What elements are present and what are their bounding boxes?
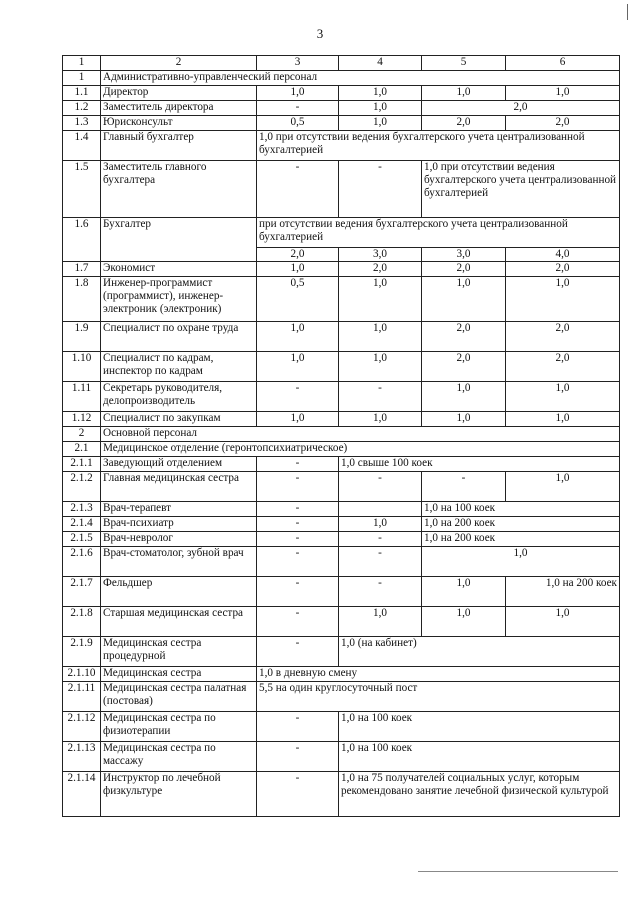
table-row <box>63 71 620 86</box>
table-row <box>63 322 620 352</box>
position-name: Медицинская сестра <box>101 667 257 682</box>
table-row <box>63 86 620 101</box>
value-cell: 1,0 <box>339 607 422 637</box>
value-cell: 1,0 <box>339 116 422 131</box>
header-cell: 2 <box>101 56 257 71</box>
table-row <box>63 457 620 472</box>
value-cell: 1,0 <box>339 101 422 116</box>
row-number: 1.12 <box>63 412 101 427</box>
bottom-rule <box>418 871 618 872</box>
value-cell: 2,0 <box>257 248 339 262</box>
value-cell: 1,0 на 75 получателей социальных услуг, которым рекомендовано занятие лечебной физической культурой <box>339 772 620 817</box>
value-cell: 1,0 на 100 коек <box>339 712 620 742</box>
table-row <box>63 101 620 116</box>
position-name: Врач-стоматолог, зубной врач <box>101 547 257 577</box>
value-cell: 1,0 в дневную смену <box>257 667 620 682</box>
table-row <box>63 277 620 322</box>
row-number: 2.1.3 <box>63 502 101 517</box>
header-cell: 1 <box>63 56 101 71</box>
value-cell: 3,0 <box>339 248 422 262</box>
value-cell: при отсутствии ведения бухгалтерского учета централизованной бухгалтерией <box>257 218 620 248</box>
table-row <box>63 607 620 637</box>
value-cell: 1,0 свыше 100 коек <box>339 457 620 472</box>
value-cell: 1,0 <box>339 412 422 427</box>
section-title: Основной персонал <box>101 427 620 442</box>
value-cell: - <box>257 517 339 532</box>
value-cell: - <box>257 637 339 667</box>
value-cell: 2,0 <box>506 352 620 382</box>
value-cell: 1,0 <box>422 412 506 427</box>
position-name: Секретарь руководителя, делопроизводитель <box>101 382 257 412</box>
row-number: 1.2 <box>63 101 101 116</box>
header-cell: 3 <box>257 56 339 71</box>
row-number: 1.6 <box>63 218 101 262</box>
value-cell: 1,0 на 200 коек <box>422 532 620 547</box>
value-cell: 2,0 <box>422 116 506 131</box>
row-number: 1.7 <box>63 262 101 277</box>
value-cell: 1,0 при отсутствии ведения бухгалтерского учета централизованной бухгалтерией <box>257 131 620 161</box>
row-number: 1.5 <box>63 161 101 218</box>
table-row <box>63 637 620 667</box>
value-cell: 1,0 <box>422 547 620 577</box>
value-cell: 1,0 <box>339 277 422 322</box>
value-cell: - <box>257 712 339 742</box>
position-name: Заместитель директора <box>101 101 257 116</box>
table-row <box>63 218 620 248</box>
row-number: 2.1.12 <box>63 712 101 742</box>
value-cell: 1,0 <box>339 86 422 101</box>
position-name: Специалист по кадрам, инспектор по кадрам <box>101 352 257 382</box>
row-number: 2.1.5 <box>63 532 101 547</box>
table-row <box>63 116 620 131</box>
value-cell: - <box>339 161 422 218</box>
value-cell: 4,0 <box>506 248 620 262</box>
table-row <box>63 577 620 607</box>
value-cell: - <box>257 532 339 547</box>
value-cell: 1,0 <box>339 517 422 532</box>
position-name: Директор <box>101 86 257 101</box>
table-row <box>63 262 620 277</box>
position-name: Бухгалтер <box>101 218 257 262</box>
value-cell: 1,0 <box>339 322 422 352</box>
table-row <box>63 412 620 427</box>
position-name: Заместитель главного бухгалтера <box>101 161 257 218</box>
table-row <box>63 442 620 457</box>
value-cell: 1,0 <box>257 322 339 352</box>
value-cell: - <box>257 772 339 817</box>
value-cell: 2,0 <box>506 322 620 352</box>
row-number: 1.4 <box>63 131 101 161</box>
position-name: Медицинская сестра процедурной <box>101 637 257 667</box>
row-number: 2.1.7 <box>63 577 101 607</box>
value-cell: 2,0 <box>506 116 620 131</box>
value-cell: 2,0 <box>422 262 506 277</box>
row-number: 2.1.13 <box>63 742 101 772</box>
value-cell: 1,0 <box>257 412 339 427</box>
row-number: 2.1.11 <box>63 682 101 712</box>
row-number: 1.1 <box>63 86 101 101</box>
position-name: Специалист по закупкам <box>101 412 257 427</box>
staffing-table <box>62 55 620 817</box>
position-name: Инженер-программист (программист), инженер-электроник (электроник) <box>101 277 257 322</box>
table-row <box>63 161 620 218</box>
value-cell: 2,0 <box>339 262 422 277</box>
position-name: Экономист <box>101 262 257 277</box>
table-row <box>63 682 620 712</box>
position-name: Юрисконсульт <box>101 116 257 131</box>
value-cell: 2,0 <box>422 101 620 116</box>
value-cell: 1,0 <box>506 412 620 427</box>
position-name: Главная медицинская сестра <box>101 472 257 502</box>
position-name: Медицинская сестра по массажу <box>101 742 257 772</box>
value-cell: - <box>257 472 339 502</box>
value-cell: - <box>339 547 422 577</box>
value-cell: 1,0 <box>257 86 339 101</box>
value-cell: 1,0 <box>339 352 422 382</box>
value-cell: 1,0 на 200 коек <box>422 517 620 532</box>
value-cell <box>339 502 422 517</box>
row-number: 1.3 <box>63 116 101 131</box>
value-cell: 1,0 <box>257 262 339 277</box>
header-row <box>63 56 620 71</box>
value-cell: 1,0 <box>422 382 506 412</box>
value-cell: 0,5 <box>257 277 339 322</box>
table-row <box>63 517 620 532</box>
section-title: Административно-управленческий персонал <box>101 71 620 86</box>
value-cell: 1,0 на 100 коек <box>422 502 620 517</box>
row-number: 2 <box>63 427 101 442</box>
position-name: Врач-терапевт <box>101 502 257 517</box>
table-row <box>63 742 620 772</box>
table-row <box>63 502 620 517</box>
row-number: 2.1.1 <box>63 457 101 472</box>
row-number: 1.10 <box>63 352 101 382</box>
row-number: 1.9 <box>63 322 101 352</box>
header-cell: 4 <box>339 56 422 71</box>
value-cell: - <box>257 577 339 607</box>
value-cell: - <box>257 382 339 412</box>
row-number: 1 <box>63 71 101 86</box>
value-cell: 1,0 <box>506 607 620 637</box>
value-cell: 1,0 на 200 коек <box>506 577 620 607</box>
table-row <box>63 352 620 382</box>
position-name: Врач-психиатр <box>101 517 257 532</box>
value-cell: - <box>257 547 339 577</box>
row-number: 2.1.6 <box>63 547 101 577</box>
value-cell: - <box>339 532 422 547</box>
row-number: 2.1.8 <box>63 607 101 637</box>
table-row <box>63 427 620 442</box>
value-cell: - <box>257 457 339 472</box>
row-number: 2.1.10 <box>63 667 101 682</box>
position-name: Инструктор по лечебной физкультуре <box>101 772 257 817</box>
value-cell: - <box>257 607 339 637</box>
page-number: 3 <box>316 26 324 41</box>
value-cell: 1,0 <box>506 472 620 502</box>
corner-mark <box>627 4 628 20</box>
row-number: 2.1 <box>63 442 101 457</box>
value-cell: 1,0 (на кабинет) <box>339 637 620 667</box>
position-name: Старшая медицинская сестра <box>101 607 257 637</box>
value-cell: - <box>257 161 339 218</box>
table-row <box>63 712 620 742</box>
value-cell: - <box>339 472 422 502</box>
position-name: Специалист по охране труда <box>101 322 257 352</box>
table-row <box>63 382 620 412</box>
header-cell: 5 <box>422 56 506 71</box>
value-cell: 1,0 <box>506 277 620 322</box>
value-cell: 1,0 <box>506 382 620 412</box>
row-number: 2.1.4 <box>63 517 101 532</box>
position-name: Медицинская сестра палатная (постовая) <box>101 682 257 712</box>
value-cell: 1,0 <box>506 86 620 101</box>
value-cell: - <box>257 101 339 116</box>
row-number: 1.11 <box>63 382 101 412</box>
value-cell: - <box>257 742 339 772</box>
position-name: Заведующий отделением <box>101 457 257 472</box>
row-number: 2.1.9 <box>63 637 101 667</box>
table-row <box>63 472 620 502</box>
value-cell: 5,5 на один круглосуточный пост <box>257 682 620 712</box>
table-row <box>63 667 620 682</box>
value-cell: 3,0 <box>422 248 506 262</box>
value-cell: - <box>339 382 422 412</box>
table-row <box>63 131 620 161</box>
row-number: 2.1.2 <box>63 472 101 502</box>
value-cell: 1,0 при отсутствии ведения бухгалтерского учета централизованной бухгалтерией <box>422 161 620 218</box>
value-cell: 2,0 <box>422 352 506 382</box>
value-cell: - <box>422 472 506 502</box>
table-row <box>63 772 620 817</box>
value-cell: - <box>339 577 422 607</box>
table-row <box>63 532 620 547</box>
section-title: Медицинское отделение (геронтопсихиатрическое) <box>101 442 620 457</box>
row-number: 1.8 <box>63 277 101 322</box>
position-name: Главный бухгалтер <box>101 131 257 161</box>
position-name: Фельдшер <box>101 577 257 607</box>
value-cell: 1,0 <box>422 577 506 607</box>
value-cell: 1,0 <box>422 86 506 101</box>
row-number: 2.1.14 <box>63 772 101 817</box>
value-cell: - <box>257 502 339 517</box>
value-cell: 1,0 на 100 коек <box>339 742 620 772</box>
header-cell: 6 <box>506 56 620 71</box>
table-row <box>63 547 620 577</box>
value-cell: 2,0 <box>422 322 506 352</box>
value-cell: 1,0 <box>257 352 339 382</box>
position-name: Врач-невролог <box>101 532 257 547</box>
value-cell: 0,5 <box>257 116 339 131</box>
position-name: Медицинская сестра по физиотерапии <box>101 712 257 742</box>
value-cell: 1,0 <box>422 277 506 322</box>
value-cell: 2,0 <box>506 262 620 277</box>
value-cell: 1,0 <box>422 607 506 637</box>
